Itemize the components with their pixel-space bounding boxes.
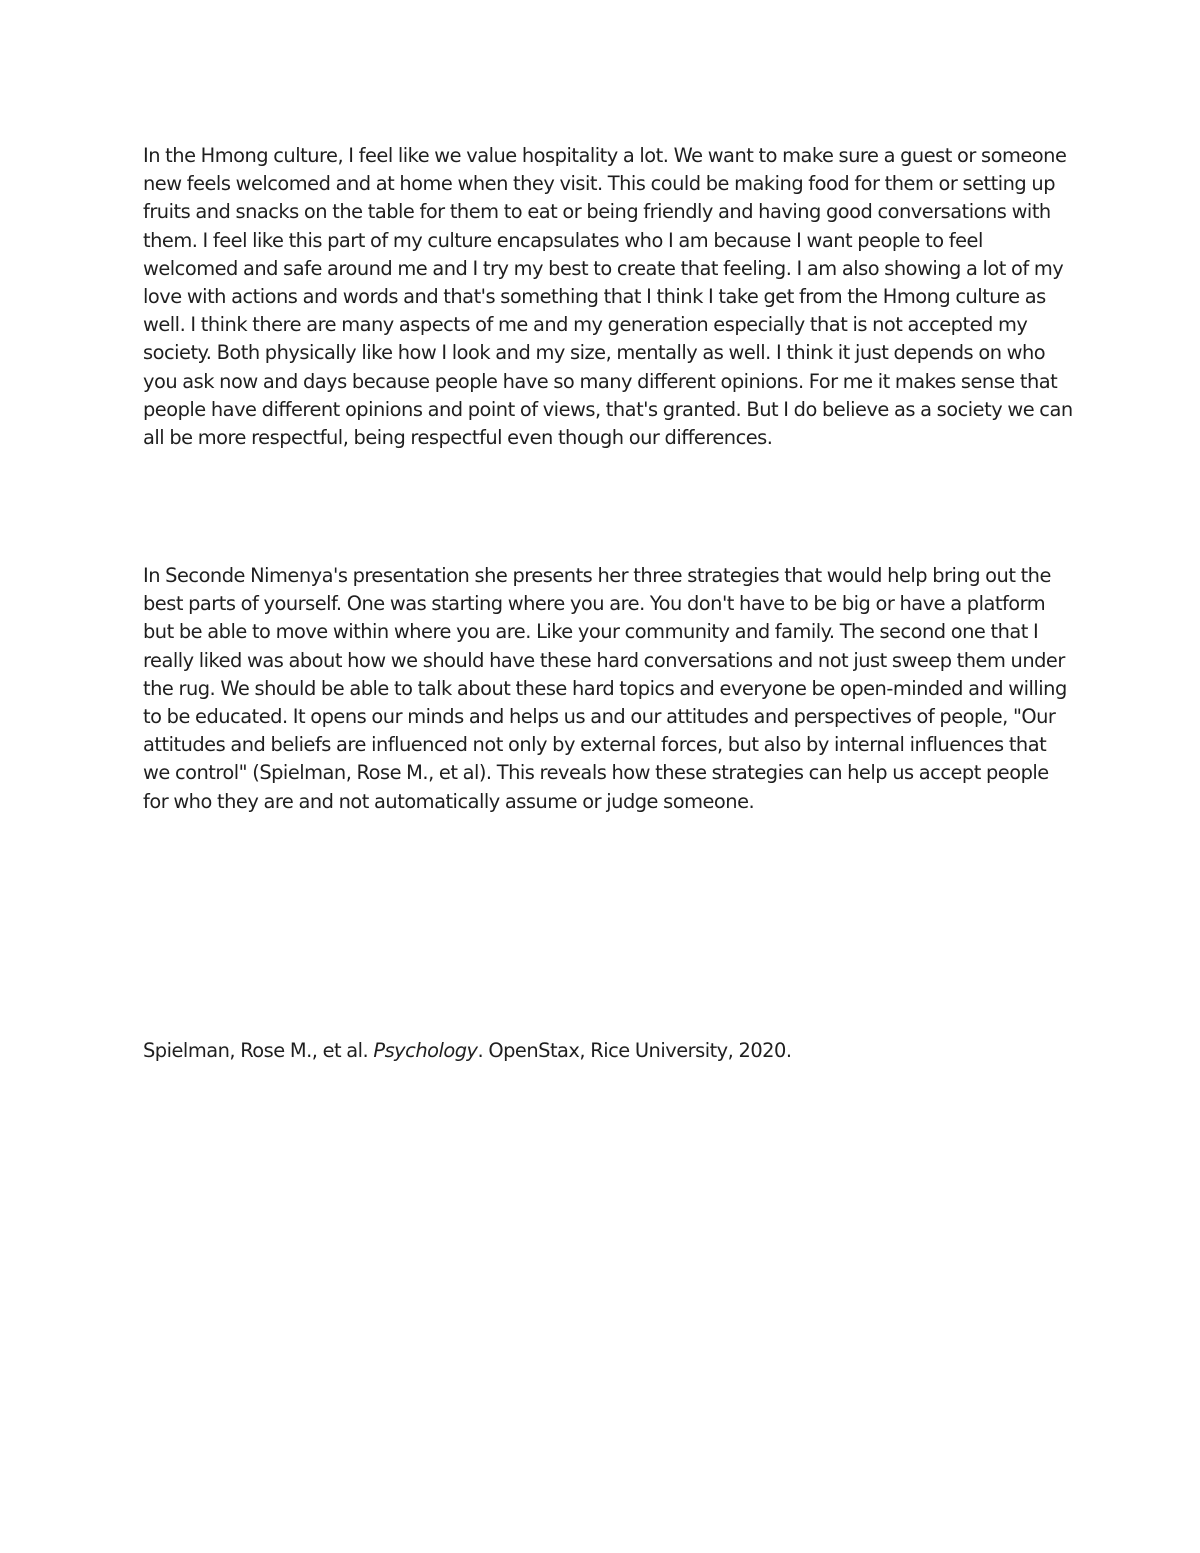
- body-paragraph-hmong-culture: In the Hmong culture, I feel like we value hospitality a lot. We want to make sure a guest or someone new feels welcomed and at home when they visit. This could be making food for them or setting up fruits and snacks on the table for them to eat or being friendly and having good conversations with them. I feel like this part of my culture encapsulates who I am because I want people to feel welcomed and safe around me and I try my best to create that feeling. I am also showing a lot of my love with actions and words and that's something that I think I take get from the Hmong culture as well. I think there are many aspects of me and my generation especially that is not accepted my society. Both physically like how I look and my size, mentally as well. I think it just depends on who you ask now and days because people have so many different opinions. For me it makes sense that people have different opinions and point of views, that's granted. But I do believe as a society we can all be more respectful, being respectful even though our differences.: [143, 144, 1073, 450]
- citation-publisher: . OpenStax, Rice University, 2020.: [477, 1039, 792, 1062]
- body-paragraph-nimenya-presentation: In Seconde Nimenya's presentation she presents her three strategies that would help bring out the best parts of yourself. One was starting where you are. You don't have to be big or have a platform but be able to move within where you are. Like your community and family. The second one that I really liked was about how we should have these hard conversations and not just sweep them under the rug. We should be able to talk about these hard topics and everyone be open-minded and willing to be educated. It opens our minds and helps us and our attitudes and perspectives of people, "Our attitudes and beliefs are influenced not only by external forces, but also by internal influences that we control" (Spielman, Rose M., et al). This reveals how these strategies can help us accept people for who they are and not automatically assume or judge someone.: [143, 564, 1067, 813]
- citation-title: Psychology: [373, 1039, 478, 1062]
- citation-author: Spielman, Rose M., et al.: [143, 1039, 374, 1062]
- works-cited-entry: [143, 1037, 1073, 1065]
